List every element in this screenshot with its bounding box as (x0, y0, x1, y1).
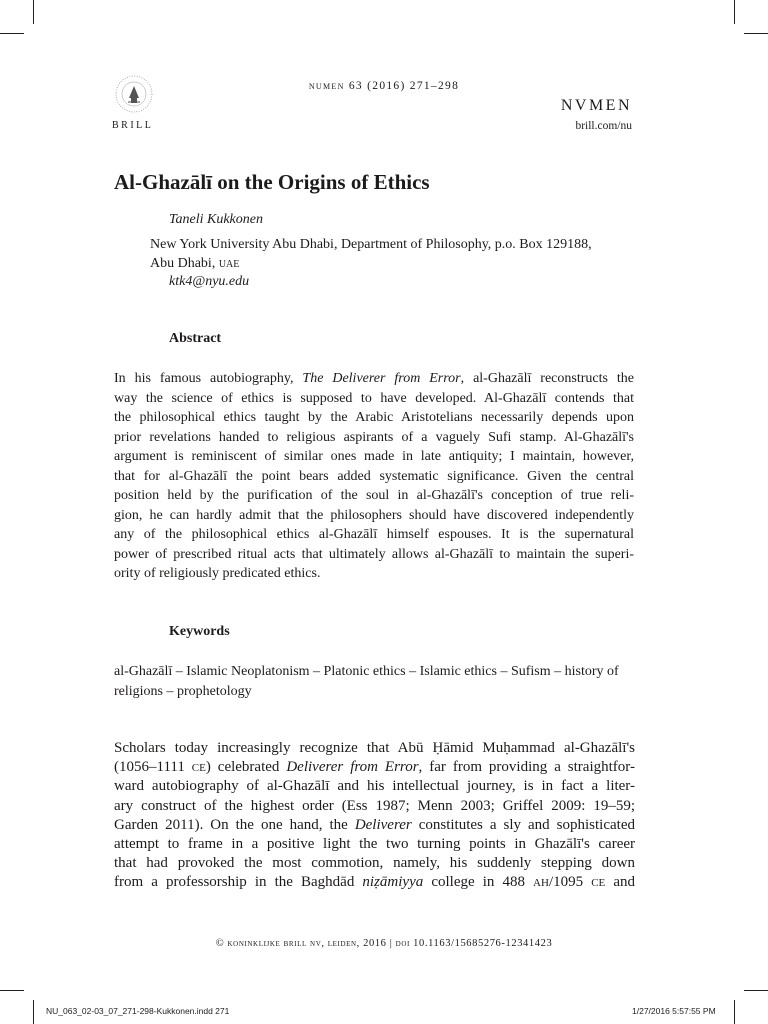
crop-mark (33, 1000, 34, 1024)
crop-mark (33, 0, 34, 24)
abstract-line: the philosophical ethics taught by the Arabic Aristotelians necessarily depends upon (114, 410, 634, 425)
journal-url[interactable]: brill.com/nu (575, 120, 632, 132)
crop-mark (744, 33, 768, 34)
abstract-line: ority of religiously predicated ethics. (114, 566, 321, 581)
crop-mark (734, 0, 735, 24)
publisher-name: BRILL (112, 120, 154, 131)
crop-mark (0, 33, 24, 34)
body-line: Garden 2011). On the one hand, the Deliverer constitutes a sly and sophisticated (114, 816, 635, 833)
abstract-line: that for al-Ghazālī the point bears added systematic significance. Given the central (114, 468, 634, 484)
abstract-heading: Abstract (169, 331, 222, 346)
journal-citation: numen 63 (2016) 271–298 (308, 80, 460, 92)
abstract-line: argument is reminiscent of similar ones made in late antiquity; I maintain, however, (114, 449, 634, 464)
crop-mark (0, 990, 24, 991)
affiliation-line (150, 254, 670, 273)
abstract-line: prior revelations handed to religious aspirants of a vaguely Sufi stamp. Al-Ghazālī's (114, 429, 634, 445)
body-line: from a professorship in the Baghdād niẓāmiyya college in 488 ah/1095 ce and (114, 874, 635, 891)
author-affiliation (150, 235, 670, 273)
abstract-line: position held by the purification of the soul in al-Ghazālī's conception of true reli- (114, 488, 634, 503)
abstract-line: gion, he can hardly admit that the philosophers should have discovered independently (114, 507, 634, 523)
journal-name: NVMEN (560, 97, 632, 114)
abstract-line: way the science of ethics is supposed to have developed. Al-Ghazālī contends that (114, 390, 634, 406)
affiliation-line: New York University Abu Dhabi, Department of Philosophy, p.o. Box 129188, (150, 237, 592, 252)
keywords-heading: Keywords (169, 624, 230, 639)
crop-mark (734, 1000, 735, 1024)
body-line: that had provoked the most commotion, namely, his suddenly stepping down (114, 855, 635, 872)
body-line: ward autobiography of al-Ghazālī and his intellectual journey, is in fact a liter- (114, 778, 635, 795)
author-name: Taneli Kukkonen (169, 212, 263, 227)
abstract-line: In his famous autobiography, The Deliverer from Error, al-Ghazālī reconstructs the (114, 371, 634, 386)
indd-file-slug: NU_063_02-03_07_271-298-Kukkonen.indd 271 (46, 1006, 230, 1016)
copyright-text: © koninklijke brill nv, leiden, 2016 | doi 10.1163/15685276-12341423 (215, 938, 553, 949)
copyright-footer (0, 938, 768, 949)
abstract-line: power of prescribed ritual acts that ultimately allows al-Ghazālī to maintain the superi- (114, 546, 634, 562)
affiliation-city: Abu Dhabi, (150, 256, 219, 271)
crop-mark (744, 990, 768, 991)
article-title: Al-Ghazālī on the Origins of Ethics (114, 170, 430, 194)
affiliation-country: uae (218, 256, 240, 271)
body-text (114, 739, 635, 893)
abstract-line: any of the philosophical ethics al-Ghazālī himself espouses. It is the supernatural (114, 527, 634, 542)
abstract-text (114, 369, 634, 584)
body-line: attempt to frame in a positive light the two turning points in Ghazālī's career (114, 835, 635, 852)
keywords-text: al-Ghazālī – Islamic Neoplatonism – Platonic ethics – Islamic ethics – Sufism – history of religions – prophetology (114, 664, 619, 699)
body-line: ary construct of the highest order (Ess 1987; Menn 2003; Griffel 2009: 19–59; (114, 797, 635, 814)
print-timestamp: 1/27/2016 5:57:55 PM (632, 1006, 716, 1016)
body-line: (1056–1111 ce) celebrated Deliverer from Error, far from providing a straightfor- (114, 759, 635, 776)
author-email[interactable]: ktk4@nyu.edu (169, 274, 250, 289)
body-line: Scholars today increasingly recognize that Abū Ḥāmid Muḥammad al-Ghazālī's (114, 740, 635, 756)
